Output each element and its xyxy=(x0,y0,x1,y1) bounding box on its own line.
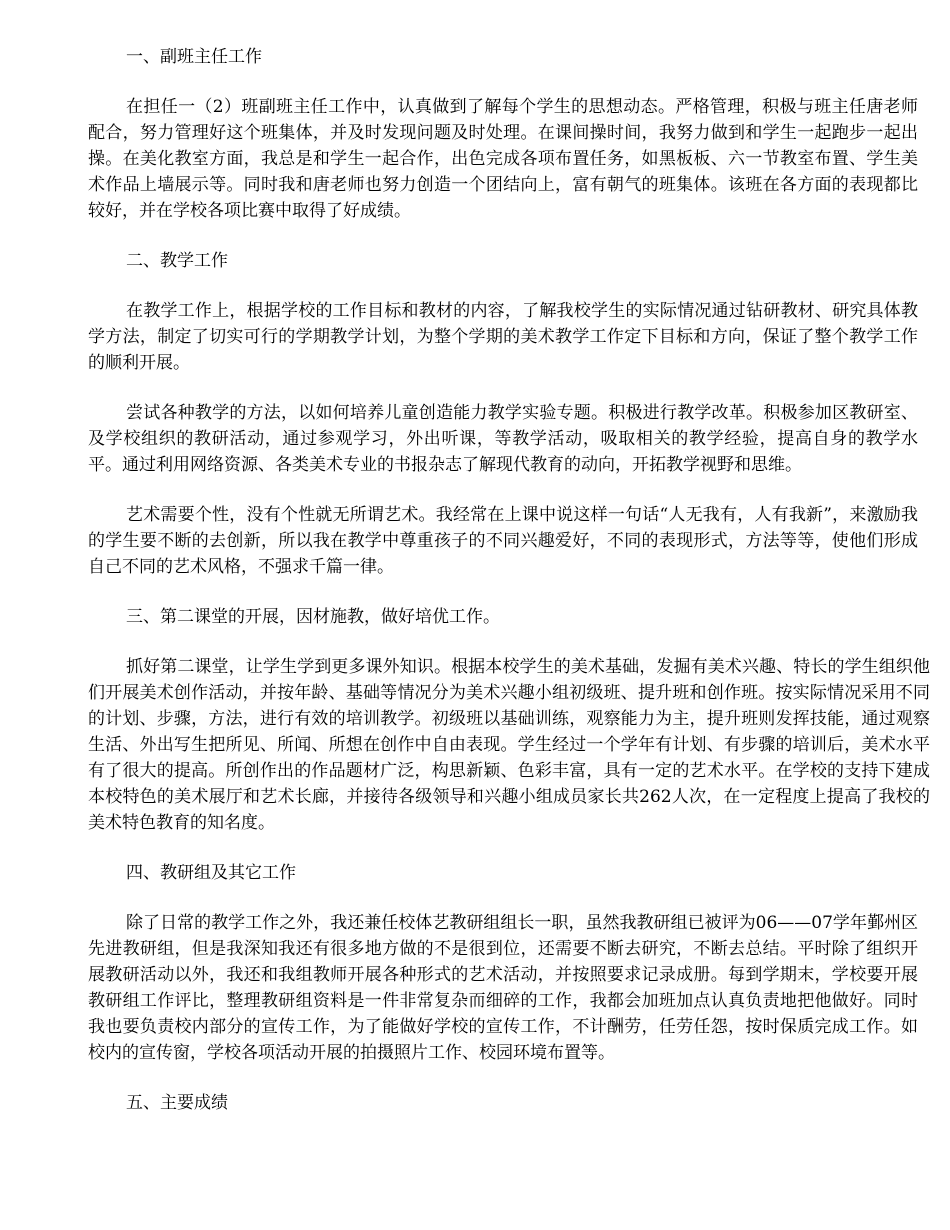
section-heading-class-assistant: 一、副班主任工作 xyxy=(126,47,262,67)
paragraph-class-assistant-work: 在担任一（2）班副班主任工作中，认真做到了解每个学生的思想动态。严格管理，积极与班主任唐老师配合，努力管理好这个班集体，并及时发现问题及时处理。在课间操时间，我努力做到和学生一起跑步一起出操。在美化教室方面，我总是和学生一起合作，出色完成各项布置任务，如黑板板、六一节教室布置、学生美术作品上墙展示等。同时我和唐老师也努力创造一个团结向上，富有朝气的班集体。该班在各方面的表现都比较好，并在学校各项比赛中取得了好成绩。 xyxy=(88,97,918,221)
paragraph-art-individuality: 艺术需要个性，没有个性就无所谓艺术。我经常在上课中说这样一句话“人无我有，人有我新”，来激励我的学生要不断的去创新，所以我在教学中尊重孩子的不同兴趣爱好，不同的表现形式，方法等等，使他们形成自己不同的艺术风格，不强求千篇一律。 xyxy=(88,505,918,577)
document-page xyxy=(88,44,930,1140)
section-heading-second-classroom: 三、第二课堂的开展，因材施教，做好培优工作。 xyxy=(126,607,500,627)
section-heading-teaching: 二、教学工作 xyxy=(126,251,228,271)
paragraph-research-group: 除了日常的教学工作之外，我还兼任校体艺教研组组长一职，虽然我教研组已被评为06——07学年鄞州区先进教研组，但是我深知我还有很多地方做的不是很到位，还需要不断去研究，不断去总结。平时除了组织开展教研活动以外，我还和我组教师开展各种形式的艺术活动，并按照要求记录成册。每到学期末，学校要开展教研组工作评比，整理教研组资料是一件非常复杂而细碎的工作，我都会加班加点认真负责地把他做好。同时我也要负责校内部分的宣传工作，为了能做好学校的宣传工作，不计酬劳，任劳任怨，按时保质完成工作。如校内的宣传窗，学校各项活动开展的拍摄照片工作、校园环境布置等。 xyxy=(88,913,918,1063)
paragraph-teaching-plan: 在教学工作上，根据学校的工作目标和教材的内容，了解我校学生的实际情况通过钻研教材、研究具体教学方法，制定了切实可行的学期教学计划，为整个学期的美术教学工作定下目标和方向，保证了整个教学工作的顺利开展。 xyxy=(88,301,918,373)
paragraph-second-classroom: 抓好第二课堂，让学生学到更多课外知识。根据本校学生的美术基础，发掘有美术兴趣、特长的学生组织他们开展美术创作活动，并按年龄、基础等情况分为美术兴趣小组初级班、提升班和创作班。按实际情况采用不同的计划、步骤，方法，进行有效的培训教学。初级班以基础训练，观察能力为主，提升班则发挥技能，通过观察生活、外出写生把所见、所闻、所想在创作中自由表现。学生经过一个学年有计划、有步骤的培训后，美术水平有了很大的提高。所创作出的作品题材广泛，构思新颖、色彩丰富，具有一定的艺术水平。在学校的支持下建成本校特色的美术展厅和艺术长廊，并接待各级领导和兴趣小组成员家长共262人次，在一定程度上提高了我校的美术特色教育的知名度。 xyxy=(88,657,930,833)
section-heading-research-group: 四、教研组及其它工作 xyxy=(126,863,296,883)
paragraph-teaching-methods: 尝试各种教学的方法，以如何培养儿童创造能力教学实验专题。积极进行教学改革。积极参加区教研室、及学校组织的教研活动，通过参观学习，外出听课，等教学活动，吸取相关的教学经验，提高自身的教学水平。通过利用网络资源、各类美术专业的书报杂志了解现代教育的动向，开拓教学视野和思维。 xyxy=(88,403,918,475)
section-heading-achievements: 五、主要成绩 xyxy=(126,1093,228,1113)
